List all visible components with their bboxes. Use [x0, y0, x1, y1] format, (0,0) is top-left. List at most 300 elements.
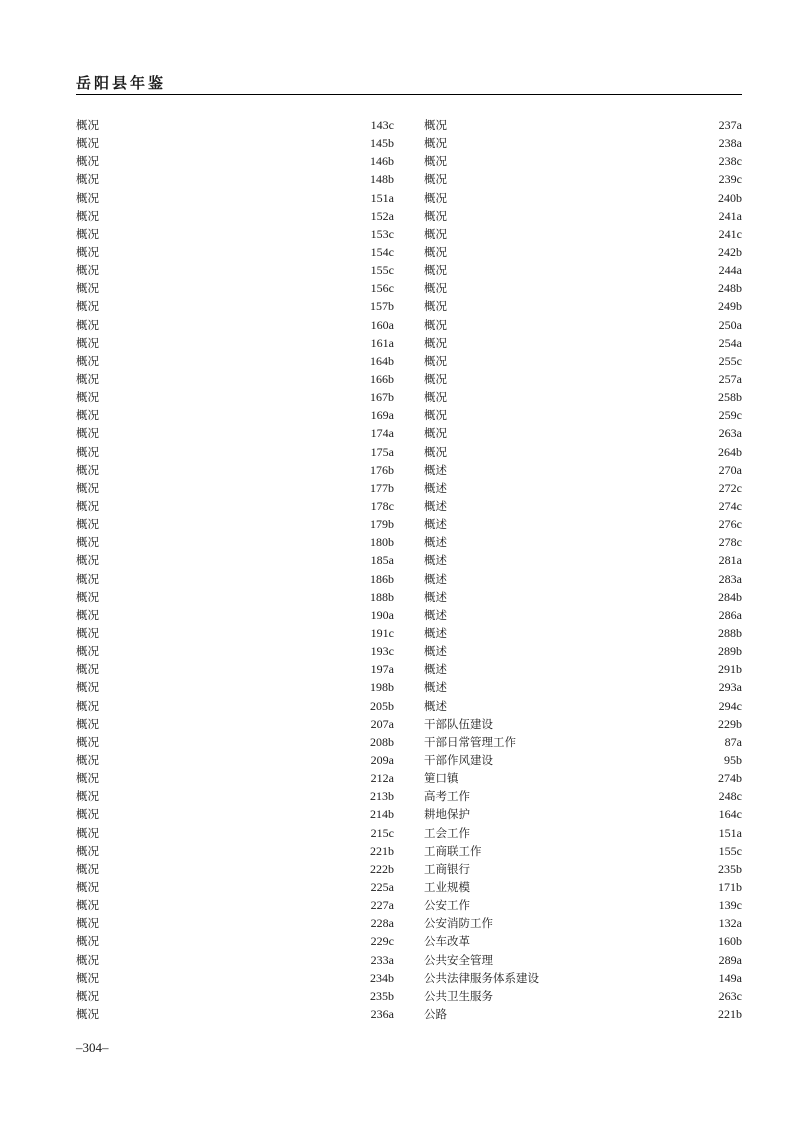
index-term: 概述 [424, 499, 447, 514]
index-entry [76, 479, 394, 497]
index-entry [76, 823, 394, 841]
index-page-ref: 278c [718, 535, 742, 550]
index-entry [76, 424, 394, 442]
index-page-ref: 174a [370, 426, 394, 441]
index-page-ref: 281a [718, 553, 742, 568]
index-entry [76, 642, 394, 660]
index-entry [76, 352, 394, 370]
index-entry [76, 443, 394, 461]
index-entry [424, 878, 742, 896]
index-entry [424, 896, 742, 914]
index-entry [76, 914, 394, 932]
index-page-ref: 235b [718, 861, 742, 876]
index-page-ref: 286a [718, 607, 742, 622]
index-term: 概况 [76, 444, 99, 459]
index-page-ref: 241a [718, 208, 742, 223]
index-page-ref: 248b [718, 281, 742, 296]
index-term: 耕地保护 [424, 807, 470, 822]
index-term: 概况 [76, 662, 99, 677]
index-term: 概况 [76, 626, 99, 640]
index-page-ref: 228a [370, 916, 394, 931]
index-entry [424, 950, 742, 968]
index-page-ref: 169a [370, 408, 394, 423]
index-page-ref: 186b [370, 571, 394, 586]
index-page-ref: 151a [370, 190, 394, 205]
index-entry [424, 642, 742, 660]
index-page-ref: 249b [718, 299, 742, 314]
index-page-ref: 167b [370, 390, 394, 405]
index-entry [76, 570, 394, 588]
index-page-ref: 229b [718, 716, 742, 731]
index-page-ref: 235b [370, 988, 394, 1003]
index-entry [424, 207, 742, 225]
index-term: 工业规模 [424, 879, 470, 894]
index-entry [424, 370, 742, 388]
index-term: 概况 [76, 571, 99, 586]
index-entry [424, 479, 742, 497]
index-page-ref: 254a [718, 335, 742, 350]
index-term: 概况 [76, 789, 99, 804]
index-term: 概况 [424, 353, 447, 368]
index-page-ref: 160a [370, 317, 394, 332]
index-entry [76, 805, 394, 823]
index-entry [76, 660, 394, 678]
index-page-ref: 87a [724, 734, 742, 749]
index-page-ref: 255c [718, 353, 742, 368]
index-page-ref: 155c [370, 263, 394, 278]
index-page-ref: 238a [718, 136, 742, 151]
index-entry [76, 678, 394, 696]
index-entry [424, 914, 742, 932]
index-column-right [424, 116, 742, 1023]
index-page-ref: 156c [370, 281, 394, 296]
index-page-ref: 250a [718, 317, 742, 332]
index-entry [424, 297, 742, 315]
page-number: –304– [76, 1040, 109, 1055]
index-term: 概况 [76, 589, 99, 604]
index-term: 概况 [76, 335, 99, 350]
index-page-ref: 171b [718, 879, 742, 894]
index-term: 概述 [424, 462, 447, 477]
index-page-ref: 207a [370, 716, 394, 731]
index-entry [76, 297, 394, 315]
index-term: 概况 [76, 716, 99, 731]
index-term: 概况 [76, 426, 99, 441]
index-page-ref: 263a [718, 426, 742, 441]
index-term: 概况 [76, 226, 99, 241]
index-term: 概况 [76, 299, 99, 314]
index-entry [76, 316, 394, 334]
index-entry [424, 443, 742, 461]
index-entry [76, 588, 394, 606]
index-page-ref: 284b [718, 589, 742, 604]
index-term: 筻口镇 [424, 771, 459, 786]
index-term: 概况 [76, 480, 99, 495]
index-term: 概况 [76, 172, 99, 187]
index-term: 概况 [76, 843, 99, 858]
index-page-ref: 177b [370, 480, 394, 495]
index-term: 概况 [424, 154, 447, 169]
index-term: 概述 [424, 680, 447, 695]
index-entry [76, 842, 394, 860]
index-entry [76, 769, 394, 787]
index-page-ref: 288b [718, 626, 742, 640]
index-entry [424, 533, 742, 551]
index-page-ref: 151a [718, 825, 742, 840]
index-page-ref: 242b [718, 245, 742, 260]
index-entry [76, 152, 394, 170]
index-term: 概况 [424, 372, 447, 387]
index-term: 概况 [76, 317, 99, 332]
index-page-ref: 166b [370, 372, 394, 387]
index-page-ref: 258b [718, 390, 742, 405]
index-entry [76, 987, 394, 1005]
index-page-ref: 241c [718, 226, 742, 241]
header-rule [76, 94, 742, 95]
index-column-left [76, 116, 394, 1023]
index-entry [424, 334, 742, 352]
index-term: 概况 [424, 136, 447, 151]
index-entry [76, 606, 394, 624]
index-page-ref: 209a [370, 752, 394, 767]
index-page-ref: 198b [370, 680, 394, 695]
index-term: 概况 [424, 426, 447, 441]
index-page-ref: 270a [718, 462, 742, 477]
index-entry [424, 860, 742, 878]
index-term: 概况 [76, 390, 99, 405]
index-page-ref: 248c [718, 789, 742, 804]
index-entry [424, 316, 742, 334]
index-term: 概况 [424, 226, 447, 241]
index-term: 概述 [424, 571, 447, 586]
index-page-ref: 132a [718, 916, 742, 931]
index-entry [76, 461, 394, 479]
index-entry [424, 170, 742, 188]
index-term: 概况 [424, 408, 447, 423]
index-term: 概述 [424, 607, 447, 622]
index-page-ref: 264b [718, 444, 742, 459]
index-page-ref: 240b [718, 190, 742, 205]
index-term: 概述 [424, 698, 447, 713]
index-term: 概况 [76, 934, 99, 949]
index-entry [76, 969, 394, 987]
index-page-ref: 274b [718, 771, 742, 786]
index-term: 工商联工作 [424, 843, 482, 858]
index-page-ref: 214b [370, 807, 394, 822]
running-header-title: 岳阳县年鉴 [76, 74, 167, 92]
index-page-ref: 227a [370, 898, 394, 913]
index-term: 概况 [76, 136, 99, 151]
index-page-ref: 208b [370, 734, 394, 749]
index-term: 概述 [424, 517, 447, 532]
index-page-ref: 283a [718, 571, 742, 586]
index-entry [424, 805, 742, 823]
index-page-ref: 238c [718, 154, 742, 169]
index-page-ref: 139c [718, 898, 742, 913]
index-term: 高考工作 [424, 789, 470, 804]
index-page-ref: 225a [370, 879, 394, 894]
index-entry [424, 243, 742, 261]
index-term: 工会工作 [424, 825, 470, 840]
index-term: 概况 [76, 879, 99, 894]
index-term: 概况 [76, 1006, 99, 1021]
index-entry [424, 551, 742, 569]
index-page-ref: 289b [718, 644, 742, 659]
index-term: 干部日常管理工作 [424, 734, 516, 749]
index-page-ref: 215c [370, 825, 394, 840]
index-entry [76, 950, 394, 968]
index-term: 概况 [76, 607, 99, 622]
index-entry [76, 134, 394, 152]
index-page-ref: 193c [370, 644, 394, 659]
index-term: 概述 [424, 644, 447, 659]
index-entry [424, 751, 742, 769]
index-page-ref: 233a [370, 952, 394, 967]
index-page-ref: 294c [718, 698, 742, 713]
index-entry [424, 624, 742, 642]
index-entry [424, 116, 742, 134]
index-term: 概况 [76, 499, 99, 514]
index-term: 概况 [76, 752, 99, 767]
index-term: 概况 [76, 644, 99, 659]
index-term: 概况 [76, 408, 99, 423]
index-entry [76, 370, 394, 388]
index-entry [424, 588, 742, 606]
index-term: 公共安全管理 [424, 952, 493, 967]
index-entry [424, 570, 742, 588]
index-entry [76, 189, 394, 207]
index-entry [424, 152, 742, 170]
index-page-ref: 178c [370, 499, 394, 514]
index-term: 概况 [424, 281, 447, 296]
index-term: 概况 [76, 988, 99, 1003]
index-page-ref: 259c [718, 408, 742, 423]
index-page-ref: 164c [718, 807, 742, 822]
index-entry [76, 533, 394, 551]
index-term: 概况 [76, 535, 99, 550]
index-page-ref: 148b [370, 172, 394, 187]
index-page-ref: 143c [370, 118, 394, 133]
index-entry [424, 1005, 742, 1023]
index-page-ref: 222b [370, 861, 394, 876]
index-term: 概况 [424, 172, 447, 187]
index-entry [424, 497, 742, 515]
index-entry [76, 116, 394, 134]
index-entry [424, 769, 742, 787]
index-page-ref: 263c [718, 988, 742, 1003]
index-page-ref: 153c [370, 226, 394, 241]
index-entry [76, 207, 394, 225]
index-entry [76, 334, 394, 352]
index-entry [76, 878, 394, 896]
index-term: 概况 [424, 190, 447, 205]
index-term: 概述 [424, 480, 447, 495]
index-page-ref: 160b [718, 934, 742, 949]
index-term: 干部队伍建设 [424, 716, 493, 731]
index-entry [76, 243, 394, 261]
index-entry [424, 932, 742, 950]
index-page-ref: 234b [370, 970, 394, 985]
index-term: 概况 [76, 208, 99, 223]
index-page-ref: 197a [370, 662, 394, 677]
index-page-ref: 239c [718, 172, 742, 187]
index-entry [424, 715, 742, 733]
index-term: 概况 [424, 208, 447, 223]
index-entry [424, 787, 742, 805]
index-entry [76, 751, 394, 769]
index-entry [424, 678, 742, 696]
index-term: 公路 [424, 1006, 447, 1021]
index-term: 概况 [76, 462, 99, 477]
index-page-ref: 191c [370, 626, 394, 640]
index-entry [424, 842, 742, 860]
index-term: 公车改革 [424, 934, 470, 949]
index-page-ref: 221b [718, 1006, 742, 1021]
index-entry [424, 969, 742, 987]
index-entry [424, 352, 742, 370]
index-term: 公安工作 [424, 898, 470, 913]
index-term: 概况 [76, 734, 99, 749]
index-page-ref: 188b [370, 589, 394, 604]
index-entry [424, 733, 742, 751]
index-entry [76, 787, 394, 805]
index-page-ref: 276c [718, 517, 742, 532]
index-page-ref: 175a [370, 444, 394, 459]
index-page-ref: 176b [370, 462, 394, 477]
index-term: 概况 [424, 444, 447, 459]
index-term: 概述 [424, 626, 447, 640]
index-page-ref: 274c [718, 499, 742, 514]
index-entry [76, 697, 394, 715]
index-page-ref: 212a [370, 771, 394, 786]
index-page-ref: 213b [370, 789, 394, 804]
index-page-ref: 221b [370, 843, 394, 858]
index-term: 概况 [76, 263, 99, 278]
index-entry [76, 1005, 394, 1023]
index-entry [424, 660, 742, 678]
index-entry [424, 279, 742, 297]
index-term: 概况 [76, 825, 99, 840]
index-entry [76, 896, 394, 914]
index-page-ref: 145b [370, 136, 394, 151]
index-entry [76, 932, 394, 950]
index-term: 概况 [424, 299, 447, 314]
index-entry [424, 606, 742, 624]
index-term: 概况 [76, 353, 99, 368]
index-term: 概况 [76, 898, 99, 913]
index-term: 工商银行 [424, 861, 470, 876]
index-page-ref: 180b [370, 535, 394, 550]
index-term: 概况 [424, 390, 447, 405]
index-term: 概况 [76, 245, 99, 260]
index-page-ref: 179b [370, 517, 394, 532]
index-page-ref: 155c [718, 843, 742, 858]
index-entry [424, 424, 742, 442]
index-term: 概况 [76, 952, 99, 967]
index-term: 干部作风建设 [424, 752, 493, 767]
index-term: 概述 [424, 535, 447, 550]
index-page-ref: 205b [370, 698, 394, 713]
index-term: 概况 [76, 807, 99, 822]
index-term: 公共卫生服务 [424, 988, 493, 1003]
index-entry [424, 225, 742, 243]
index-entry [76, 515, 394, 533]
index-term: 概述 [424, 589, 447, 604]
index-page-ref: 95b [724, 752, 742, 767]
index-entry [424, 134, 742, 152]
index-term: 概况 [76, 680, 99, 695]
index-entry [76, 170, 394, 188]
index-term: 概况 [424, 335, 447, 350]
index-term: 概况 [76, 771, 99, 786]
index-page-ref: 152a [370, 208, 394, 223]
index-page-ref: 146b [370, 154, 394, 169]
index-term: 概况 [76, 190, 99, 205]
index-page-ref: 149a [718, 970, 742, 985]
index-term: 概述 [424, 662, 447, 677]
index-term: 概况 [76, 281, 99, 296]
index-term: 概况 [76, 372, 99, 387]
index-term: 概况 [76, 118, 99, 133]
index-term: 概况 [424, 245, 447, 260]
index-entry [76, 388, 394, 406]
index-entry [76, 715, 394, 733]
index-term: 概况 [76, 517, 99, 532]
index-entry [424, 406, 742, 424]
index-page-ref: 161a [370, 335, 394, 350]
index-page-ref: 272c [718, 480, 742, 495]
index-page-ref: 164b [370, 353, 394, 368]
index-entry [424, 261, 742, 279]
index-page-ref: 236a [370, 1006, 394, 1021]
index-page-ref: 185a [370, 553, 394, 568]
index-entry [76, 225, 394, 243]
index-entry [76, 624, 394, 642]
index-entry [424, 987, 742, 1005]
index-entry [424, 697, 742, 715]
index-term: 概述 [424, 553, 447, 568]
index-page-ref: 293a [718, 680, 742, 695]
index-term: 概况 [76, 970, 99, 985]
index-page-ref: 154c [370, 245, 394, 260]
index-entry [76, 733, 394, 751]
index-term: 概况 [424, 118, 447, 133]
index-term: 公共法律服务体系建设 [424, 970, 539, 985]
index-term: 概况 [76, 698, 99, 713]
index-page-ref: 190a [370, 607, 394, 622]
index-entry [424, 461, 742, 479]
index-page-ref: 157b [370, 299, 394, 314]
index-page-ref: 291b [718, 662, 742, 677]
index-term: 概况 [76, 553, 99, 568]
index-term: 公安消防工作 [424, 916, 493, 931]
index-page-ref: 229c [370, 934, 394, 949]
index-term: 概况 [76, 154, 99, 169]
index-entry [76, 497, 394, 515]
index-entry [424, 515, 742, 533]
index-entry [424, 823, 742, 841]
index-term: 概况 [424, 263, 447, 278]
index-entry [76, 860, 394, 878]
index-page-ref: 289a [718, 952, 742, 967]
index-page-ref: 257a [718, 372, 742, 387]
index-entry [424, 388, 742, 406]
index-entry [424, 189, 742, 207]
index-page-ref: 244a [718, 263, 742, 278]
index-entry [76, 261, 394, 279]
index-term: 概况 [76, 861, 99, 876]
index-entry [76, 551, 394, 569]
